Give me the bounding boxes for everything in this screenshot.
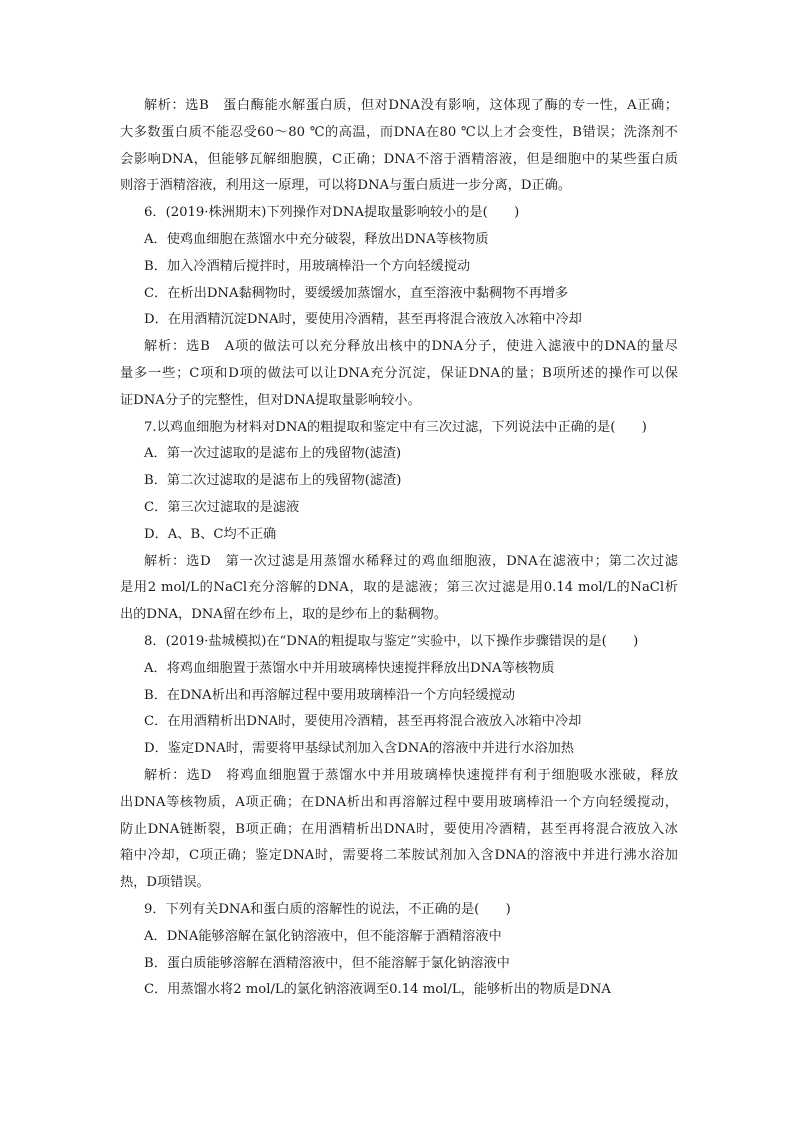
- q8-analysis-line: 出DNA等核物质，A项正确；在DNA析出和再溶解过程中要用玻璃棒沿一个方向轻缓搅动，: [120, 794, 678, 810]
- document-page: [120, 93, 678, 1004]
- q9-stem: 9．下列有关DNA和蛋白质的溶解性的说法，不正确的是( ): [144, 901, 511, 917]
- q8-analysis-line: 防止DNA链断裂，B项正确；在用酒精析出DNA时，要使用冷酒精，甚至再将混合液放入冰: [120, 821, 678, 837]
- q5-analysis-line: 则溶于酒精溶液，利用这一原理，可以将DNA与蛋白质进一步分离，D正确。: [120, 178, 572, 194]
- q7-option-d: D．A、B、C均不正确: [144, 526, 277, 542]
- question-9: [120, 897, 678, 1004]
- question-7: [120, 415, 678, 629]
- q6-stem: 6．(2019·株洲期末)下列操作对DNA提取量影响较小的是( ): [144, 205, 520, 221]
- q8-analysis-line: 箱中冷却，C项正确；鉴定DNA时，需要将二苯胺试剂加入含DNA的溶液中并进行沸水浴加: [120, 848, 678, 864]
- q6-analysis-line: 解析：选B A项的做法可以充分释放出核中的DNA分子，使进入滤液中的DNA的量尽: [144, 339, 678, 355]
- q8-stem: 8．(2019·盐城模拟)在“DNA的粗提取与鉴定”实验中，以下操作步骤错误的是( ): [144, 633, 639, 649]
- q7-analysis-line: 出的DNA，DNA留在纱布上，取的是纱布上的黏稠物。: [120, 607, 448, 623]
- question-6: [120, 200, 678, 414]
- question-8: [120, 629, 678, 897]
- q8-option-d: D．鉴定DNA时，需要将甲基绿试剂加入含DNA的溶液中并进行水浴加热: [144, 741, 574, 757]
- q7-analysis-line: 解析：选D 第一次过滤是用蒸馏水稀释过的鸡血细胞液，DNA在滤液中；第二次过滤: [144, 553, 678, 569]
- q7-analysis-line: 是用2 mol/L的NaCl充分溶解的DNA，取的是滤液；第三次过滤是用0.14 mol/L的NaCl析: [120, 580, 678, 596]
- q9-option-b: B．蛋白质能够溶解在酒精溶液中，但不能溶解于氯化钠溶液中: [144, 955, 510, 971]
- q5-analysis-line: 解析：选B 蛋白酶能水解蛋白质，但对DNA没有影响，这体现了酶的专一性，A正确；: [144, 98, 678, 113]
- q8-analysis-line: 热，D项错误。: [120, 875, 210, 891]
- q6-option-c: C．在析出DNA黏稠物时，要缓缓加蒸馏水，直至溶液中黏稠物不再增多: [144, 285, 569, 301]
- q7-option-a: A．第一次过滤取的是滤布上的残留物(滤渣): [144, 446, 402, 462]
- q7-option-b: B．第二次过滤取的是滤布上的残留物(滤渣): [144, 473, 402, 489]
- q9-option-c: C．用蒸馏水将2 mol/L的氯化钠溶液调至0.14 mol/L，能够析出的物质是DNA: [144, 982, 611, 998]
- q5-analysis-line: 会影响DNA，但能够瓦解细胞膜，C正确；DNA不溶于酒精溶液，但是细胞中的某些蛋白质: [120, 151, 678, 167]
- q7-stem: 7.以鸡血细胞为材料对DNA的粗提取和鉴定中有三次过滤，下列说法中正确的是( ): [144, 419, 647, 435]
- q8-option-a: A．将鸡血细胞置于蒸馏水中并用玻璃棒快速搅拌释放出DNA等核物质: [144, 660, 555, 676]
- q5-analysis: [120, 93, 678, 200]
- q6-option-b: B．加入冷酒精后搅拌时，用玻璃棒沿一个方向轻缓搅动: [144, 258, 471, 274]
- q5-analysis-line: 大多数蛋白质不能忍受60～80 ℃的高温，而DNA在80 ℃以上才会变性，B错误；洗涤剂不: [120, 124, 678, 140]
- q8-option-b: B．在DNA析出和再溶解过程中要用玻璃棒沿一个方向轻缓搅动: [144, 687, 516, 703]
- q6-analysis-line: 证DNA分子的完整性，但对DNA提取量影响较小。: [120, 392, 421, 408]
- q6-option-a: A．使鸡血细胞在蒸馏水中充分破裂，释放出DNA等核物质: [144, 231, 489, 247]
- q7-option-c: C．第三次过滤取的是滤液: [144, 499, 300, 515]
- q9-option-a: A．DNA能够溶解在氯化钠溶液中，但不能溶解于酒精溶液中: [144, 928, 502, 944]
- q6-option-d: D．在用酒精沉淀DNA时，要使用冷酒精，甚至再将混合液放入冰箱中冷却: [144, 312, 582, 328]
- q8-option-c: C．在用酒精析出DNA时，要使用冷酒精，甚至再将混合液放入冰箱中冷却: [144, 714, 582, 730]
- q6-analysis-line: 量多一些；C项和D项的做法可以让DNA充分沉淀，保证DNA的量；B项所述的操作可以保: [120, 365, 678, 381]
- q8-analysis-line: 解析：选D 将鸡血细胞置于蒸馏水中并用玻璃棒快速搅拌有利于细胞吸水涨破，释放: [144, 767, 678, 783]
